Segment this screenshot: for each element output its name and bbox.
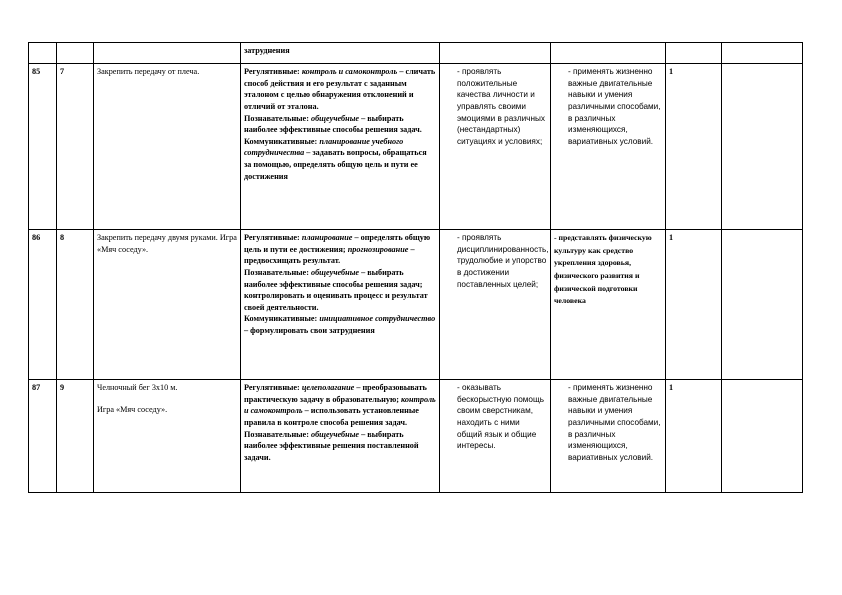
cell-personal [440,380,551,493]
cell-topic [94,380,241,493]
cell-uud [241,43,440,64]
personal-text: - оказывать бескорыстную помощь своим сверстникам, находить с ними общий язык и общие интересы. [457,383,544,451]
uud-communicative-term: планирование учебного сотрудничества [244,136,404,158]
cell-num [29,43,57,64]
cell-extra [722,64,803,230]
cell-subject [551,64,666,230]
cell-lesson [57,43,94,64]
topic-text-2: Игра «Мяч соседу». [97,404,168,414]
cell-subject [551,380,666,493]
personal-text: - проявлять дисциплинированность, трудолюбие и упорство в достижении поставленных целей; [457,233,549,289]
cell-uud [241,230,440,380]
uud-regulative-text: – сличать способ действия и его результат с заданным эталоном с целью обнаружения отклонений и отличий от эталона. [244,67,436,111]
uud-cognitive-text: – выбирать наиболее эффективные способы решения задач. [244,113,422,135]
uud-communicative-text: – задавать вопросы, обращаться за помощью, определять общую цель и пути ее достижения [244,148,427,181]
uud-regulative-label: Регулятивные: [244,233,300,242]
cell-lesson: 7 [57,64,94,230]
uud-text: затруднения [244,46,290,55]
topic-text: Челночный бег 3х10 м. [97,383,178,392]
topic-text: Закрепить передачу двумя руками. Игра «Мяч соседу». [97,233,237,254]
uud-regulative-text-2: – предвосхищать результат. [244,244,415,266]
cell-lesson: 8 [57,230,94,380]
uud-communicative-label: Коммуникативные: [244,314,318,324]
subject-text: - применять жизненно важные двигательные навыки и умения различными способами, в различных изменяющихся, вариативных условий. [568,67,661,146]
cell-topic [94,43,241,64]
cell-topic [94,64,241,230]
uud-cognitive-label: Познавательные: [244,429,309,439]
cell-hours: 1 [666,380,722,493]
cell-hours: 1 [666,230,722,380]
cell-uud [241,64,440,230]
uud-regulative-label: Регулятивные: [244,67,300,76]
cell-extra [722,43,803,64]
uud-cognitive-term: общеучебные [310,267,360,277]
cell-subject [551,43,666,64]
cell-hours [666,43,722,64]
cell-subject [551,230,666,380]
uud-regulative-term: контроль и самоконтроль [301,67,398,76]
uud-communicative-term: инициативное сотрудничество [319,314,436,324]
uud-regulative-term-2: прогнозирование [347,244,409,254]
uud-cognitive-label: Познавательные: [244,113,309,123]
subject-text: - представлять физическую культуру как средство укрепления здоровья, физического развития и физической подготовки человека [554,233,652,306]
table-row-continuation [29,43,803,64]
cell-uud [241,380,440,493]
cell-num: 85 [29,64,57,230]
cell-personal [440,43,551,64]
uud-regulative-text: – определять общую цель и пути ее достижения; [244,233,431,254]
uud-cognitive-text: – выбирать наиболее эффективные решения поставленной задачи. [244,429,419,462]
uud-regulative-term-2: контроль и самоконтроль [244,394,436,416]
cell-lesson: 9 [57,380,94,493]
lesson-plan-table [28,42,803,493]
topic-text: Закрепить передачу от плеча. [97,67,200,76]
uud-cognitive-term: общеучебные [310,429,360,439]
cell-personal [440,230,551,380]
uud-regulative-text-2: – использовать установленные правила в контроле способа решения задач. [244,406,419,427]
table-row [29,64,803,230]
uud-communicative-text: – формулировать свои затруднения [244,326,375,336]
cell-extra [722,380,803,493]
cell-extra [722,230,803,380]
uud-cognitive-term: общеучебные [310,113,360,123]
uud-communicative-label: Коммуникативные: [244,136,318,146]
uud-regulative-term: планирование [301,233,353,242]
subject-text: - применять жизненно важные двигательные навыки и умения различными способами, в различных изменяющихся, вариативных условий. [568,383,661,462]
uud-regulative-label: Регулятивные: [244,383,300,392]
cell-topic [94,230,241,380]
personal-text: - проявлять положительные качества личности и управлять своими эмоциями в различных (нестандартных) ситуациях и условиях; [457,67,545,146]
uud-regulative-term: целеполагание [301,383,355,392]
uud-cognitive-label: Познавательные: [244,267,309,277]
uud-regulative-text: – преобразовывать практическую задачу в образовательную; [244,383,427,404]
cell-hours: 1 [666,64,722,230]
cell-num: 87 [29,380,57,493]
cell-personal [440,64,551,230]
cell-num: 86 [29,230,57,380]
uud-cognitive-text: – выбирать наиболее эффективные способы решения задач; контролировать и оценивать процесс и результат своей деятельности. [244,267,428,312]
table-row [29,230,803,380]
table-row [29,380,803,493]
